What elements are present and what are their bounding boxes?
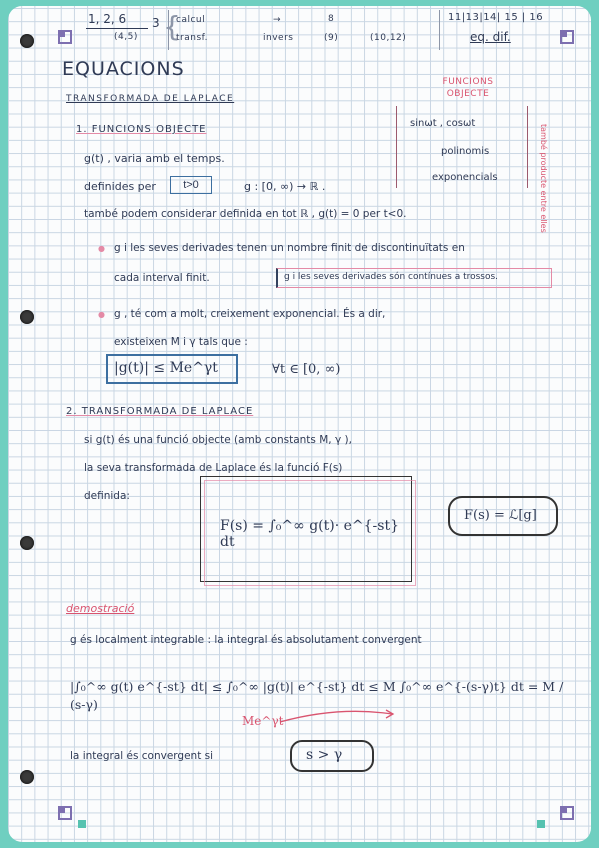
bullet-icon: ● <box>98 310 105 319</box>
side-note-item: polinomis <box>441 146 490 157</box>
teal-square-icon <box>78 820 86 828</box>
header-fraction-top: 1, 2, 6 <box>88 12 127 26</box>
binder-hole <box>20 536 34 550</box>
text-line: g i les seves derivades són contínues a trossos. <box>284 272 499 282</box>
header-col1-top: calcul <box>176 15 206 25</box>
header-col2: invers <box>263 33 294 43</box>
inequality-domain: ∀t ∈ [0, ∞) <box>272 362 341 377</box>
corner-mark-icon <box>58 30 72 44</box>
corner-mark-icon <box>560 30 574 44</box>
demo-inequality-chain: |∫₀^∞ g(t) e^{-st} dt| ≤ ∫₀^∞ |g(t)| e^{-st} dt ≤ M ∫₀^∞ e^{-(s-γ)t} dt = M / (s-γ) <box>70 679 564 712</box>
header-fraction-bottom: (4,5) <box>114 32 138 42</box>
section-heading-laplace: TRANSFORMADA DE LAPLACE <box>66 94 235 104</box>
binder-hole <box>20 34 34 48</box>
header-col3-top: 8 <box>328 14 335 24</box>
curved-arrow-icon <box>278 704 398 728</box>
side-note-item: exponencials <box>432 172 498 183</box>
text-line: la integral és convergent si <box>70 750 214 762</box>
laplace-notation: F(s) = ℒ[g] <box>464 508 537 523</box>
bullet-icon: ● <box>98 244 105 253</box>
header-fraction-right: 3 <box>152 16 160 30</box>
text-line: g i les seves derivades tenen un nombre finit de discontinuïtats en <box>114 242 465 254</box>
header-arrow: → <box>273 15 282 25</box>
side-note-item: sinωt , cosωt <box>410 118 476 129</box>
subsection-heading-1: 1. FUNCIONS OBJECTE <box>76 124 207 135</box>
page-title: EQUACIONS <box>62 58 185 80</box>
header-eq-label: eq. dif. <box>470 30 511 44</box>
subsection-heading-2: 2. TRANSFORMADA DE LAPLACE <box>66 406 254 417</box>
text-line: g : [0, ∞) → ℝ . <box>244 180 326 193</box>
header-col4: (10,12) <box>370 33 407 43</box>
demo-heading: demostració <box>66 602 135 615</box>
text-line: la seva transformada de Laplace és la funció F(s) <box>84 462 343 474</box>
demo-pink-note: Me^γt <box>242 714 284 728</box>
corner-mark-icon <box>560 806 574 820</box>
fraction-bar <box>86 28 148 29</box>
binder-hole <box>20 770 34 784</box>
teal-square-icon <box>537 820 545 828</box>
laplace-definition-formula: F(s) = ∫₀^∞ g(t)· e^{-st} dt <box>220 518 399 550</box>
side-note-label: FUNCIONS OBJECTE <box>442 77 494 99</box>
header-col1-bottom: transf. <box>176 33 209 43</box>
header-dates: 11|13|14| 15 | 16 <box>448 12 544 23</box>
text-line: g , té com a molt, creixement exponencial. És a dir, <box>114 308 386 320</box>
text-line: definides per <box>84 180 156 193</box>
text-line: definida: <box>84 490 130 502</box>
corner-mark-icon <box>58 806 72 820</box>
text-line: g(t) , varia amb el temps. <box>84 152 225 165</box>
side-note-vertical: també producte entre elles <box>539 124 548 233</box>
notebook-page <box>8 6 591 842</box>
text-line: g és localment integrable : la integral és absolutament convergent <box>70 634 422 646</box>
text-line: cada interval finit. <box>114 272 210 284</box>
binder-hole <box>20 310 34 324</box>
boxed-condition: t>0 <box>170 176 212 194</box>
header-col3-bottom: (9) <box>324 33 339 43</box>
header-divider <box>168 10 440 50</box>
inequality-formula: |g(t)| ≤ Me^γt <box>114 360 218 376</box>
text-line: existeixen M i γ tals que : <box>114 336 248 348</box>
convergence-condition: s > γ <box>306 747 343 763</box>
header-brace: { <box>163 10 181 43</box>
text-line: si g(t) és una funció objecte (amb constants M, γ ), <box>84 434 352 446</box>
text-line: també podem considerar definida en tot ℝ , g(t) = 0 per t<0. <box>84 208 407 220</box>
